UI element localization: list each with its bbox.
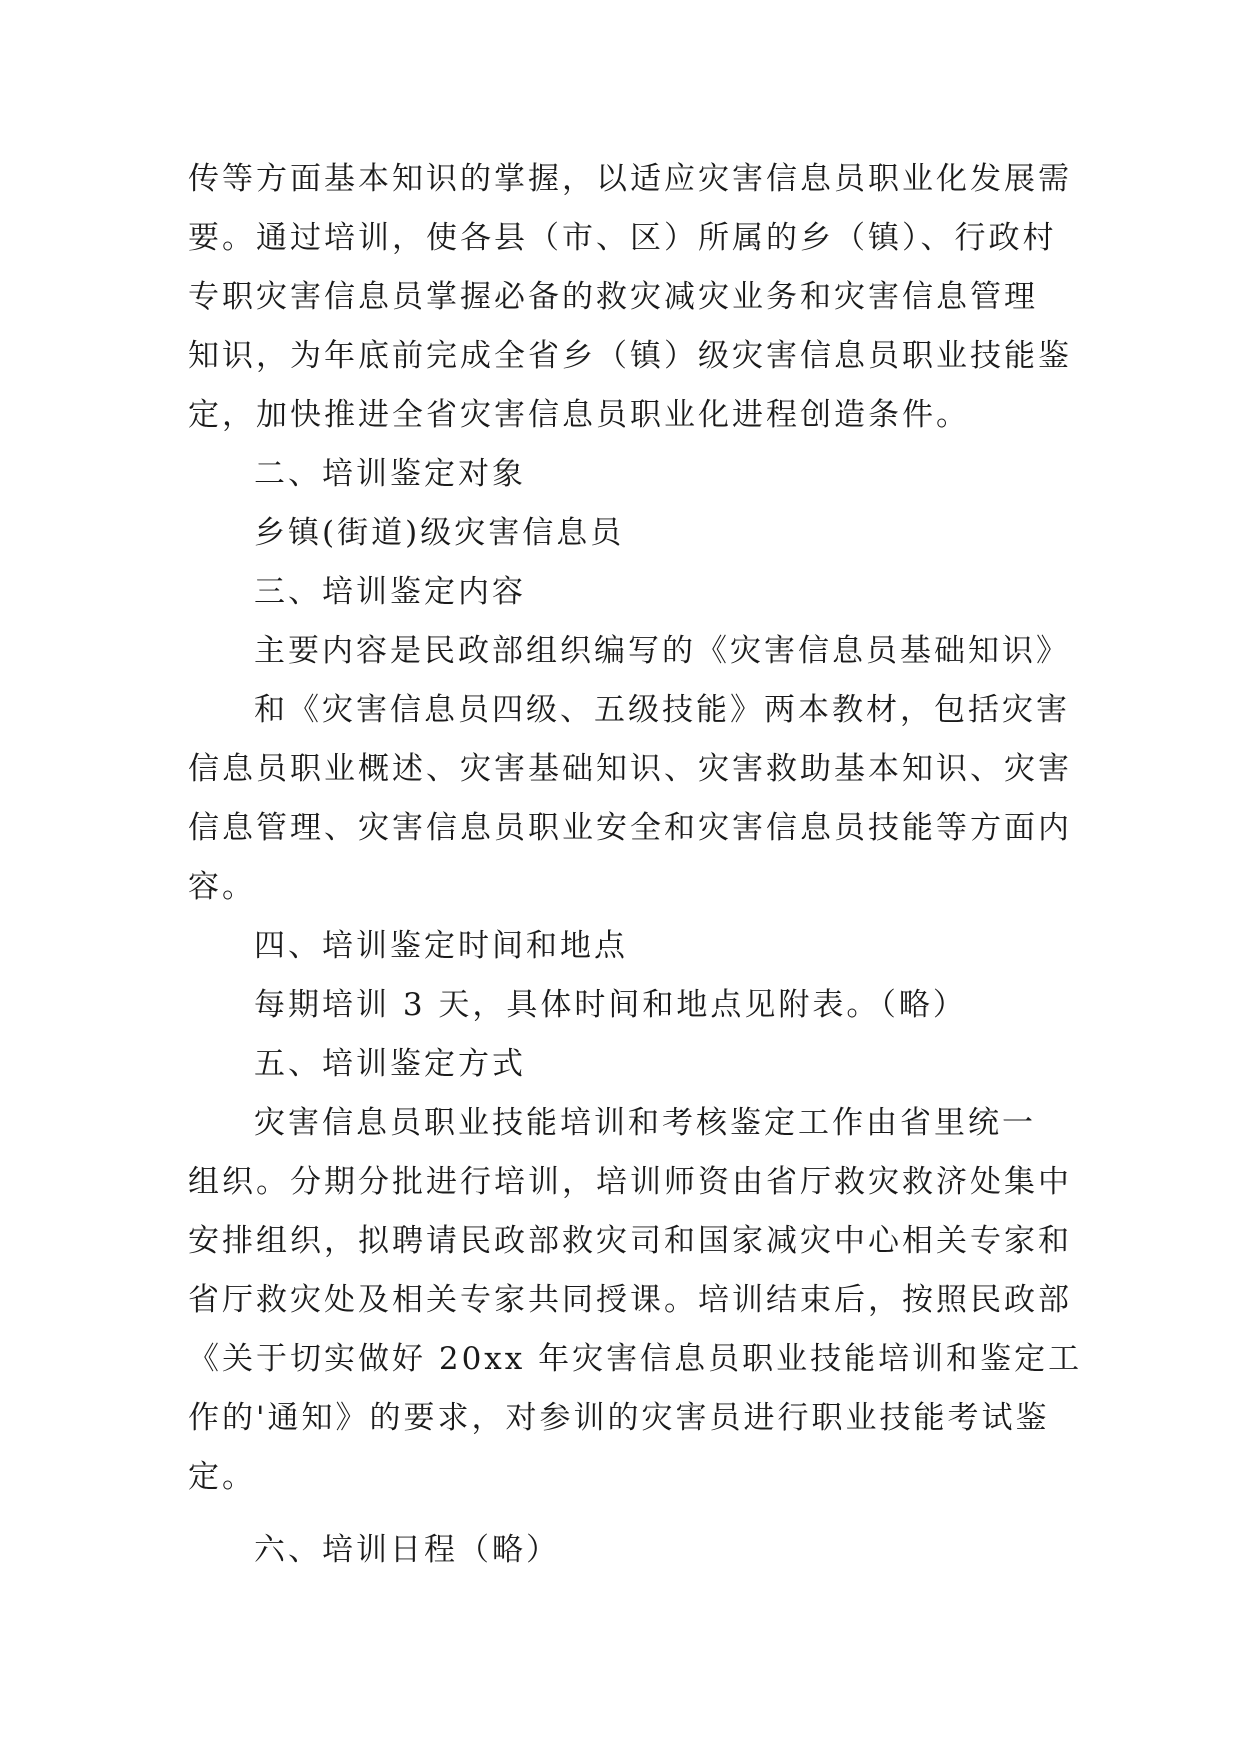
body-line: 传等方面基本知识的掌握，以适应灾害信息员职业化发展需 [188,161,1072,197]
body-line: 组织。分期分批进行培训，培训师资由省厅救灾救济处集中 [188,1164,1072,1200]
body-line: 专职灾害信息员掌握必备的救灾减灾业务和灾害信息管理 [188,279,1038,315]
body-line: 作的'通知》的要求，对参训的灾害员进行职业技能考试鉴 [188,1400,1050,1436]
body-line: 定。 [188,1459,256,1495]
body-line: 要。通过培训，使各县（市、区）所属的乡（镇）、行政村 [188,220,1057,256]
document-body [188,150,1083,1580]
body-line: 每期培训 3 天，具体时间和地点见附表。（略） [254,987,967,1023]
body-line: 灾害信息员职业技能培训和考核鉴定工作由省里统一 [254,1105,1036,1141]
body-line: 省厅救灾处及相关专家共同授课。培训结束后，按照民政部 [188,1282,1072,1318]
body-line: 和《灾害信息员四级、五级技能》两本教材，包括灾害 [254,692,1070,728]
body-line: 容。 [188,869,256,905]
body-line: 信息管理、灾害信息员职业安全和灾害信息员技能等方面内 [188,810,1072,846]
body-line: 安排组织，拟聘请民政部救灾司和国家减灾中心相关专家和 [188,1223,1072,1259]
body-line: 《关于切实做好 20xx 年灾害信息员职业技能培训和鉴定工 [188,1341,1083,1377]
section-heading: 二、培训鉴定对象 [254,456,526,492]
section-heading: 六、培训日程（略） [254,1532,560,1568]
body-line: 信息员职业概述、灾害基础知识、灾害救助基本知识、灾害 [188,751,1072,787]
section-heading: 五、培训鉴定方式 [254,1046,526,1082]
body-line: 主要内容是民政部组织编写的《灾害信息员基础知识》 [254,633,1070,669]
body-line: 知识，为年底前完成全省乡（镇）级灾害信息员职业技能鉴 [188,338,1072,374]
body-line: 乡镇(街道)级灾害信息员 [254,515,625,551]
section-heading: 四、培训鉴定时间和地点 [254,928,628,964]
body-line: 定，加快推进全省灾害信息员职业化进程创造条件。 [188,397,970,433]
section-heading: 三、培训鉴定内容 [254,574,526,610]
